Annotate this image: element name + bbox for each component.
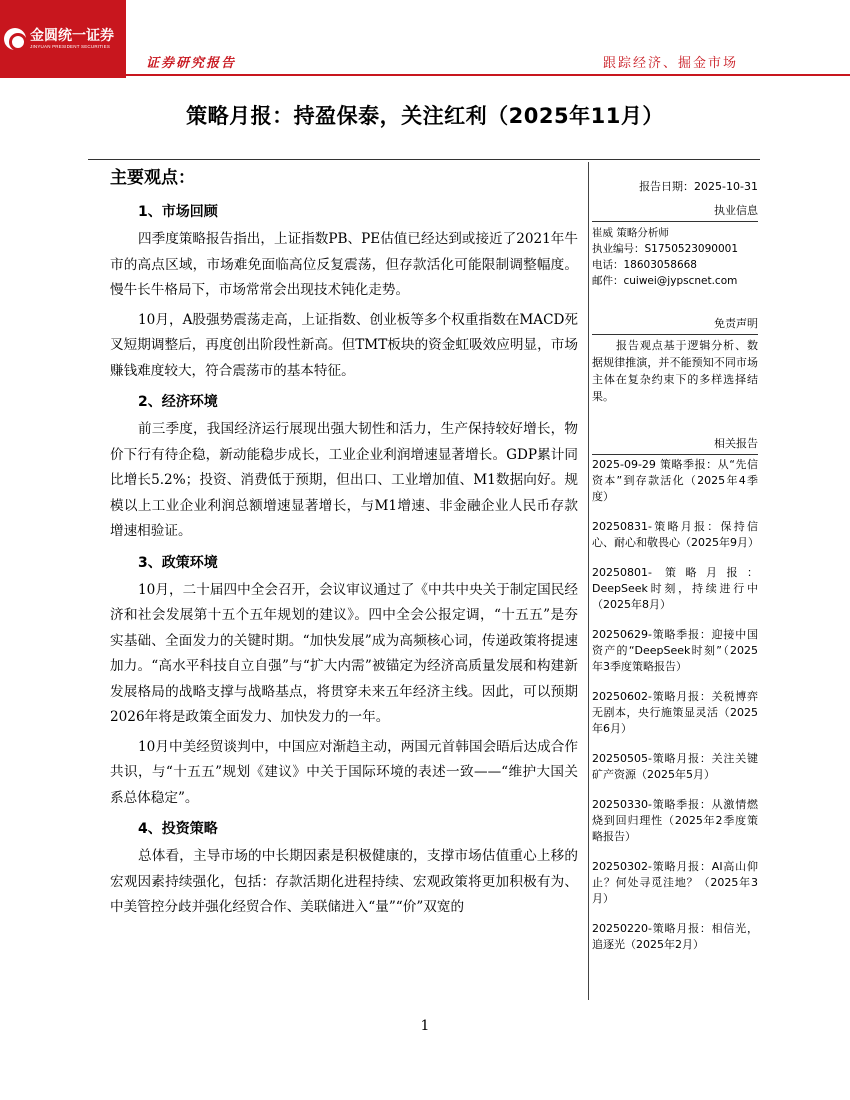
- logo-subtext: JINYUAN PRESIDENT SECURITIES: [30, 44, 111, 49]
- related-report-item[interactable]: 20250831-策略月报：保持信心、耐心和敬畏心（2025年9月）: [592, 520, 759, 549]
- paragraph: 10月，A股强势震荡走高，上证指数、创业板等多个权重指数在MACD死叉短期调整后，再度创出阶段性新高。但TMT板块的资金虹吸效应明显，市场赚钱难度较大，符合震荡市的基本特征。: [110, 311, 578, 379]
- main-heading: 主要观点：: [110, 168, 195, 188]
- paragraph: 前三季度，我国经济运行展现出强大韧性和活力，生产保持较好增长，物价下行有待企稳，新动能稳步成长，工业企业利润增速显著增长。GDP累计同比增长5.2%；投资、消费低于预期，但出口、工业增加值、M1数据向好。规模以上工业企业利润总额增速显著增长，与M1增速、非金融企业人民币存款增速相验证。: [110, 421, 578, 539]
- related-report-item[interactable]: 20250505-策略月报：关注关键矿产资源（2025年5月）: [592, 752, 758, 781]
- brand-logo: [4, 28, 114, 50]
- analyst-email: 邮件：cuiwei@jypscnet.com: [592, 275, 738, 287]
- main-content: [110, 166, 578, 925]
- title-divider: [88, 159, 760, 160]
- disclaimer-text: 报告观点基于逻辑分析、数据规律推演，并不能预知不同市场主体在复杂约束下的多样选择结果。: [592, 339, 758, 403]
- section-heading-market-review: 1、市场回顾: [138, 204, 218, 220]
- paragraph: 四季度策略报告指出，上证指数PB、PE估值已经达到或接近了2021年牛市的高点区域，市场难免面临高位反复震荡，但存款活化可能限制调整幅度。慢牛长牛格局下，市场常常会出现技术钝化走势。: [110, 231, 578, 298]
- sidebar: [592, 174, 758, 967]
- paragraph: 10月中美经贸谈判中，中国应对渐趋主动，两国元首韩国会晤后达成合作共识，与“十五五”规划《建议》中关于国际环境的表述一致——“维护大国关系总体稳定”。: [110, 738, 578, 806]
- analyst-name: 崔威 策略分析师: [592, 227, 669, 239]
- related-report-item[interactable]: 20250330-策略季报：从激情燃烧到回归理性（2025年2季度策略报告）: [592, 798, 758, 843]
- related-report-item[interactable]: 20250801- 策略月报：DeepSeek时刻，持续进行中（2025年8月）: [592, 566, 758, 611]
- related-report-item[interactable]: 2025-09-29 策略季报：从“先信资本”到存款活化（2025年4季度）: [592, 458, 758, 503]
- related-reports-title: 相关报告: [592, 435, 758, 455]
- report-type-label: 证券研究报告: [146, 56, 237, 71]
- section-heading-strategy: 4、投资策略: [138, 821, 218, 837]
- disclaimer-title: 免责声明: [592, 315, 758, 335]
- paragraph: 总体看，主导市场的中长期因素是积极健康的，支撑市场估值重心上移的宏观因素持续强化，包括：存款活期化进程持续、宏观政策将更加积极有为、中美管控分歧并强化经贸合作、美联储进入“量”“价”双宽的: [110, 848, 578, 915]
- paragraph: 10月，二十届四中全会召开，会议审议通过了《中共中央关于制定国民经济和社会发展第十五个五年规划的建议》。四中全会公报定调，“十五五”是夯实基础、全面发力的关键时期。“加快发展”成为高频核心词，传递政策将提速加力。“高水平科技自立自强”与“扩大内需”被锚定为经济高质量发展和构建新发展格局的战略支撑与战略基点，将贯穿未来五年经济主线。因此，可以预期2026年将是政策全面发力、加快发力的一年。: [110, 581, 578, 725]
- slogan-label: 跟踪经济、掘金市场: [602, 56, 738, 71]
- analyst-info-title: 执业信息: [592, 202, 758, 222]
- related-report-item[interactable]: 20250302-策略月报：AI高山仰止？何处寻觅洼地？（2025年3月）: [592, 860, 758, 905]
- related-report-item[interactable]: 20250220-策略月报：相信光，追逐光（2025年2月）: [592, 922, 758, 951]
- analyst-license: 执业编号：S1750523090001: [592, 243, 739, 255]
- report-date: 报告日期：2025-10-31: [639, 180, 758, 193]
- column-divider: [588, 162, 589, 1000]
- document-title: 策略月报：持盈保泰，关注红利（2025年11月）: [186, 104, 664, 128]
- analyst-phone: 电话：18603058668: [592, 259, 697, 271]
- header-bar: [126, 50, 850, 76]
- section-heading-policy: 3、政策环境: [138, 554, 218, 571]
- related-report-item[interactable]: 20250629-策略季报：迎接中国资产的“DeepSeek时刻”（2025年3季度策略报告）: [592, 628, 758, 673]
- logo-text: 金圆统一证券: [30, 28, 114, 44]
- section-heading-economy: 2、经济环境: [138, 394, 218, 410]
- logo-emblem-icon: [4, 28, 26, 50]
- brand-logo-block: [0, 0, 126, 78]
- page-number: 1: [420, 1018, 430, 1034]
- related-report-item[interactable]: 20250602-策略月报：关税博弈无剧本，央行施策显灵活（2025年6月）: [592, 690, 758, 735]
